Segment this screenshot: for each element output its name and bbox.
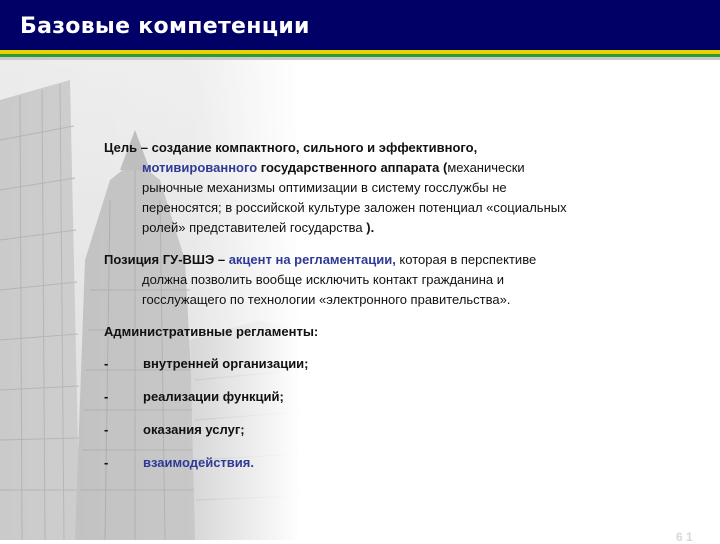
slide-title: Базовые компетенции (20, 14, 310, 39)
position-line-1-rest: которая в перспективе (395, 252, 537, 267)
regulations-list (104, 354, 684, 473)
list-item-text: внутренней организации; (143, 356, 309, 371)
goal-line-3: переносятся; в российской культуре заложен потенциал «социальных (142, 200, 567, 215)
goal-motivated-term: мотивированного (142, 160, 258, 175)
goal-line-4-text: ролей» представителей государства (142, 220, 367, 235)
list-dash: - (104, 422, 109, 437)
position-line-1 (104, 250, 684, 270)
goal-line-1-rest: механически (447, 160, 525, 175)
goal-apparatus: государственного аппарата ( (257, 160, 448, 175)
page-number: 6 1 (676, 530, 693, 544)
list-item (104, 354, 684, 374)
goal-line-1 (104, 158, 684, 178)
list-dash: - (104, 356, 109, 371)
goal-paragraph (104, 138, 684, 238)
goal-close: ). (366, 220, 375, 235)
title-bar (0, 0, 720, 50)
list-dash: - (104, 455, 109, 470)
list-item (104, 387, 684, 407)
position-line-2: должна позволить вообще исключить контакт гражданина и (142, 272, 505, 287)
position-paragraph (104, 250, 684, 310)
list-dash: - (104, 389, 109, 404)
slide-body (104, 138, 684, 486)
list-item (104, 420, 684, 440)
position-accent: акцент на регламентации, (228, 252, 396, 267)
regulations-heading: Административные регламенты: (104, 324, 319, 339)
goal-lead: Цель – создание компактного, сильного и эффективного, (104, 140, 478, 155)
list-item-text: взаимодействия. (143, 455, 254, 470)
position-line-3: госслужащего по технологии «электронного правительства». (142, 292, 511, 307)
list-item-text: оказания услуг; (143, 422, 245, 437)
position-lead: Позиция ГУ-ВШЭ – (104, 252, 229, 267)
goal-line-4 (104, 218, 684, 238)
goal-line-2: рыночные механизмы оптимизации в систему госслужбы не (142, 180, 507, 195)
list-item-text: реализации функций; (143, 389, 284, 404)
list-item (104, 453, 684, 473)
